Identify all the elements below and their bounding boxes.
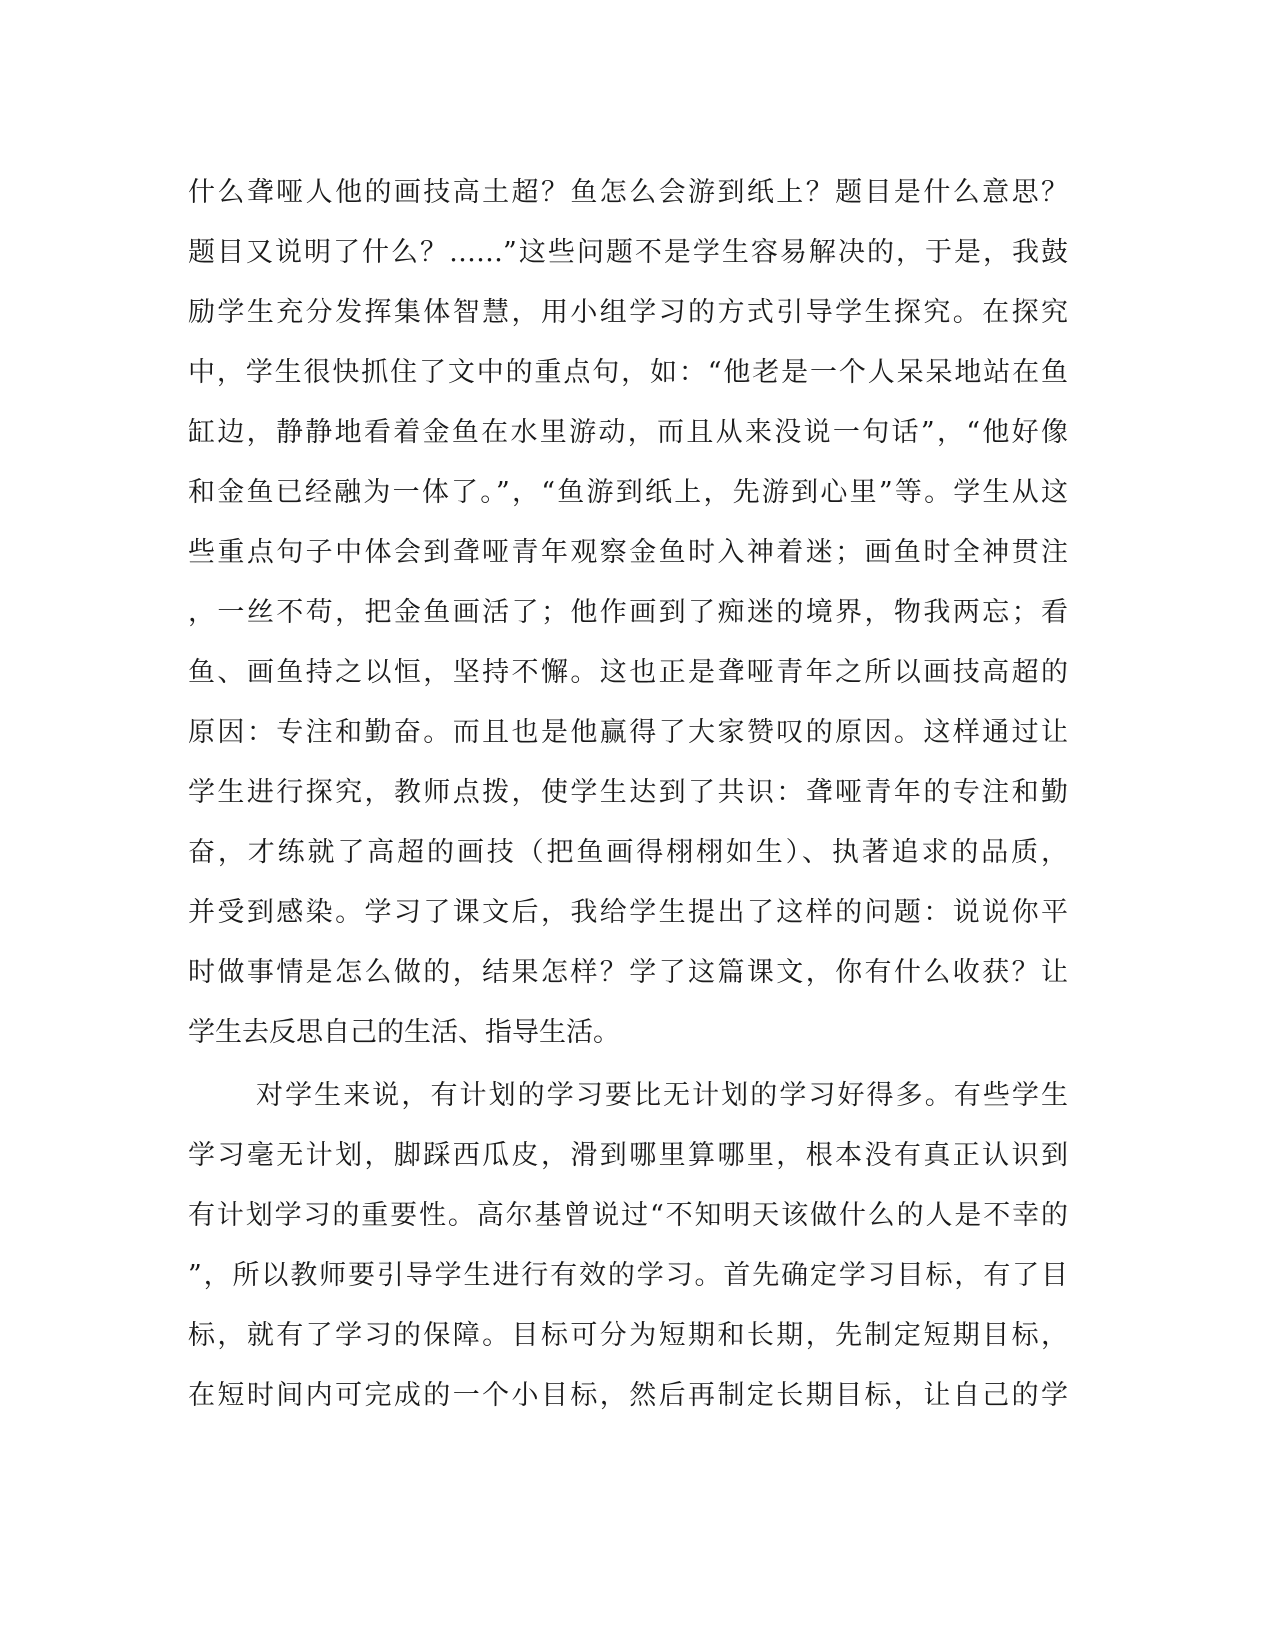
- paragraph-1: [188, 163, 1068, 1063]
- text-line: 在短时间内可完成的一个小目标，然后再制定长期目标，让自己的学: [188, 1380, 1068, 1411]
- text-line: 有计划学习的重要性。高尔基曾说过“不知明天该做什么的人是不幸的: [188, 1200, 1068, 1231]
- text-line: 奋，才练就了高超的画技（把鱼画得栩栩如生）、执著追求的品质，: [188, 837, 1068, 868]
- text-line: 时做事情是怎么做的，结果怎样？学了这篇课文，你有什么收获？让: [188, 957, 1068, 988]
- text-line: 学习毫无计划，脚踩西瓜皮，滑到哪里算哪里，根本没有真正认识到: [188, 1140, 1068, 1171]
- text-line: 励学生充分发挥集体智慧，用小组学习的方式引导学生探究。在探究: [188, 297, 1068, 328]
- text-line: 标，就有了学习的保障。目标可分为短期和长期，先制定短期目标，: [188, 1320, 1068, 1351]
- text-line: 些重点句子中体会到聋哑青年观察金鱼时入神着迷；画鱼时全神贯注: [188, 537, 1068, 568]
- text-line: 缸边，静静地看着金鱼在水里游动，而且从来没说一句话”，“他好像: [188, 417, 1068, 448]
- text-line: 对学生来说，有计划的学习要比无计划的学习好得多。有些学生: [256, 1080, 1068, 1111]
- text-line: ”，所以教师要引导学生进行有效的学习。首先确定学习目标，有了目: [188, 1260, 1068, 1291]
- text-line: 学生进行探究，教师点拨，使学生达到了共识：聋哑青年的专注和勤: [188, 777, 1068, 808]
- text-line: 和金鱼已经融为一体了。”，“鱼游到纸上，先游到心里”等。学生从这: [188, 477, 1068, 508]
- paragraph-2: [188, 1066, 1068, 1426]
- text-line: 学生去反思自己的生活、指导生活。: [188, 1017, 620, 1048]
- text-line: 并受到感染。学习了课文后，我给学生提出了这样的问题：说说你平: [188, 897, 1068, 928]
- text-line: 什么聋哑人他的画技高土超？鱼怎么会游到纸上？题目是什么意思？: [188, 177, 1068, 208]
- text-line: 原因：专注和勤奋。而且也是他赢得了大家赞叹的原因。这样通过让: [188, 717, 1068, 748]
- body-text: [188, 163, 1068, 1426]
- text-line: ，一丝不苟，把金鱼画活了；他作画到了痴迷的境界，物我两忘；看: [188, 597, 1068, 628]
- text-line: 中，学生很快抓住了文中的重点句，如：“他老是一个人呆呆地站在鱼: [188, 357, 1068, 388]
- text-line: 题目又说明了什么？……”这些问题不是学生容易解决的，于是，我鼓: [188, 237, 1068, 268]
- text-line: 鱼、画鱼持之以恒，坚持不懈。这也正是聋哑青年之所以画技高超的: [188, 657, 1068, 688]
